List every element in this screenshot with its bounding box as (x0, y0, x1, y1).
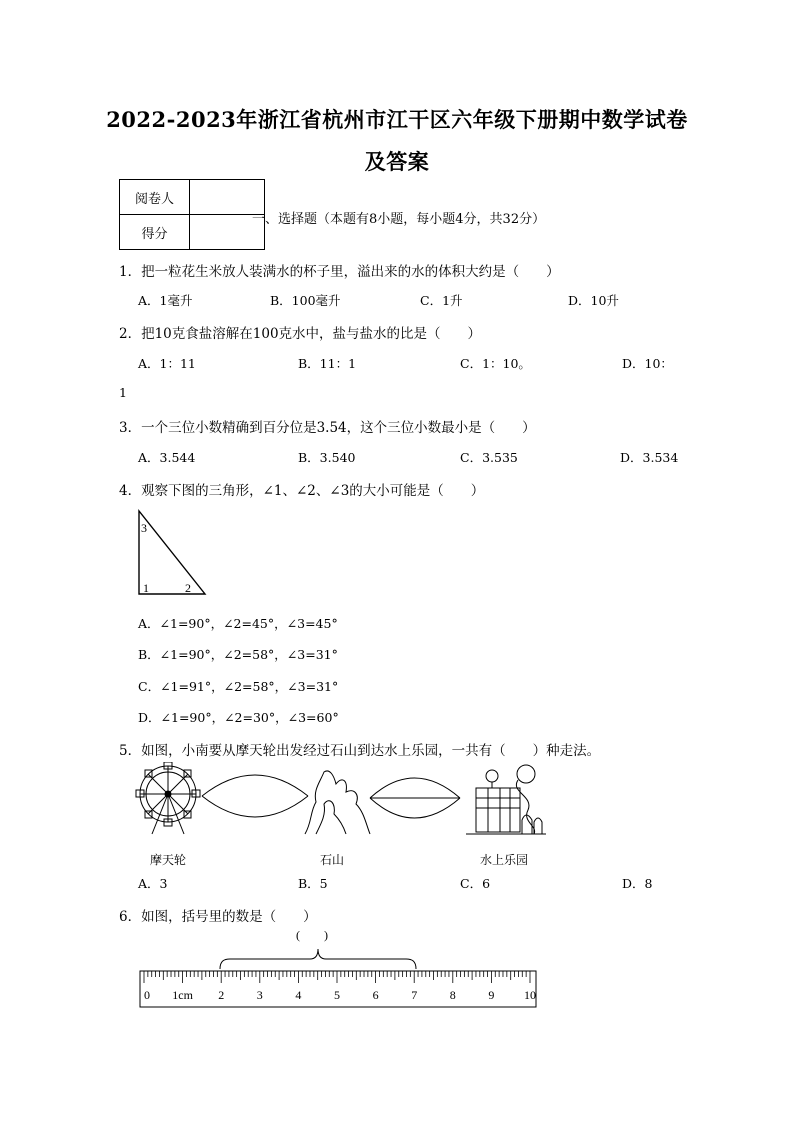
question-4-option-c: C．∠1=91°，∠2=58°，∠3=31° (138, 679, 339, 694)
angle-2-label: 2 (185, 581, 191, 595)
routes-set-1 (202, 775, 308, 817)
ruler-label: 10 (524, 988, 536, 1002)
score-table (119, 179, 265, 250)
question-3-option-a: A．3.544 (138, 450, 196, 465)
route-figure (130, 762, 560, 872)
angle-3-label: 3 (141, 521, 147, 535)
page-title: 2022-2023年浙江省杭州市江干区六年级下册期中数学试卷 (106, 107, 688, 132)
ruler-label: 4 (295, 988, 302, 1002)
ruler-brace (220, 949, 416, 969)
rock-mountain-icon (305, 771, 370, 834)
ruler-label: 1cm (172, 988, 193, 1002)
ruler-label: 2 (218, 988, 225, 1002)
question-3-stem: 3．一个三位小数精确到百分位是3.54，这个三位小数最小是（ ） (119, 420, 536, 436)
question-2-stem: 2．把10克食盐溶解在100克水中，盐与盐水的比是（ ） (119, 326, 482, 342)
question-6-stem: 6．如图，括号里的数是（ ） (119, 909, 317, 925)
question-4-option-b: B．∠1=90°，∠2=58°，∠3=31° (138, 647, 338, 662)
ruler-label: 3 (256, 988, 263, 1002)
question-3-option-d: D．3.534 (620, 450, 679, 465)
question-5-option-d: D．8 (622, 876, 653, 891)
question-2-option-a: A．1：11 (138, 356, 196, 371)
question-1-stem: 1．把一粒花生米放人装满水的杯子里，溢出来的水的体积大约是（ ） (119, 264, 560, 280)
question-3-option-c: C．3.535 (460, 450, 518, 465)
ferris-wheel-label: 摩天轮 (150, 853, 187, 867)
ruler-label: 6 (372, 988, 379, 1002)
score-table-score-label: 得分 (120, 215, 190, 250)
rock-mountain-label: 石山 (320, 853, 345, 867)
score-table-grader-label: 阅卷人 (120, 180, 190, 215)
question-4-option-d: D．∠1=90°，∠2=30°，∠3=60° (138, 710, 339, 725)
question-2-option-c: C．1：10。 (460, 356, 531, 371)
question-1-option-c: C．1升 (420, 293, 463, 308)
ruler-label: 7 (411, 988, 418, 1002)
section-heading: 一、选择题（本题有8小题，每小题4分，共32分） (252, 212, 546, 227)
question-5-option-a: A．3 (138, 876, 168, 891)
question-1-option-d: D．10升 (568, 293, 619, 308)
triangle-figure (130, 504, 220, 600)
ruler-label: 5 (334, 988, 340, 1002)
question-1-option-b: B．100毫升 (270, 293, 341, 308)
ruler-label: 0 (144, 988, 150, 1002)
question-4-stem: 4．观察下图的三角形，∠1、∠2、∠3的大小可能是（ ） (119, 483, 485, 499)
question-1-option-a: A．1毫升 (138, 293, 193, 308)
ruler-label: 8 (449, 988, 456, 1002)
ruler-label: 9 (488, 988, 495, 1002)
question-4-option-a: A．∠1=90°，∠2=45°，∠3=45° (138, 616, 338, 631)
angle-1-label: 1 (143, 581, 149, 595)
ferris-wheel-icon (136, 762, 200, 834)
question-2-option-d-wrap: 1 (119, 385, 127, 400)
water-park-label: 水上乐园 (480, 853, 529, 867)
water-park-icon (466, 765, 546, 834)
routes-set-2 (370, 778, 460, 818)
question-2-option-d: D．10： (622, 356, 673, 371)
question-2-option-b: B．11：1 (298, 356, 357, 371)
question-5-option-b: B．5 (298, 876, 328, 891)
question-3-option-b: B．3.540 (298, 450, 356, 465)
ruler-bracket-label: ( ) (296, 928, 328, 942)
ruler-figure (130, 925, 550, 1015)
page-title-continued: 及答案 (364, 149, 430, 174)
ruler-ticks (144, 971, 530, 983)
question-5-option-c: C．6 (460, 876, 491, 891)
question-5-stem: 5．如图，小南要从摩天轮出发经过石山到达水上乐园，一共有（ ）种走法。 (119, 743, 601, 759)
